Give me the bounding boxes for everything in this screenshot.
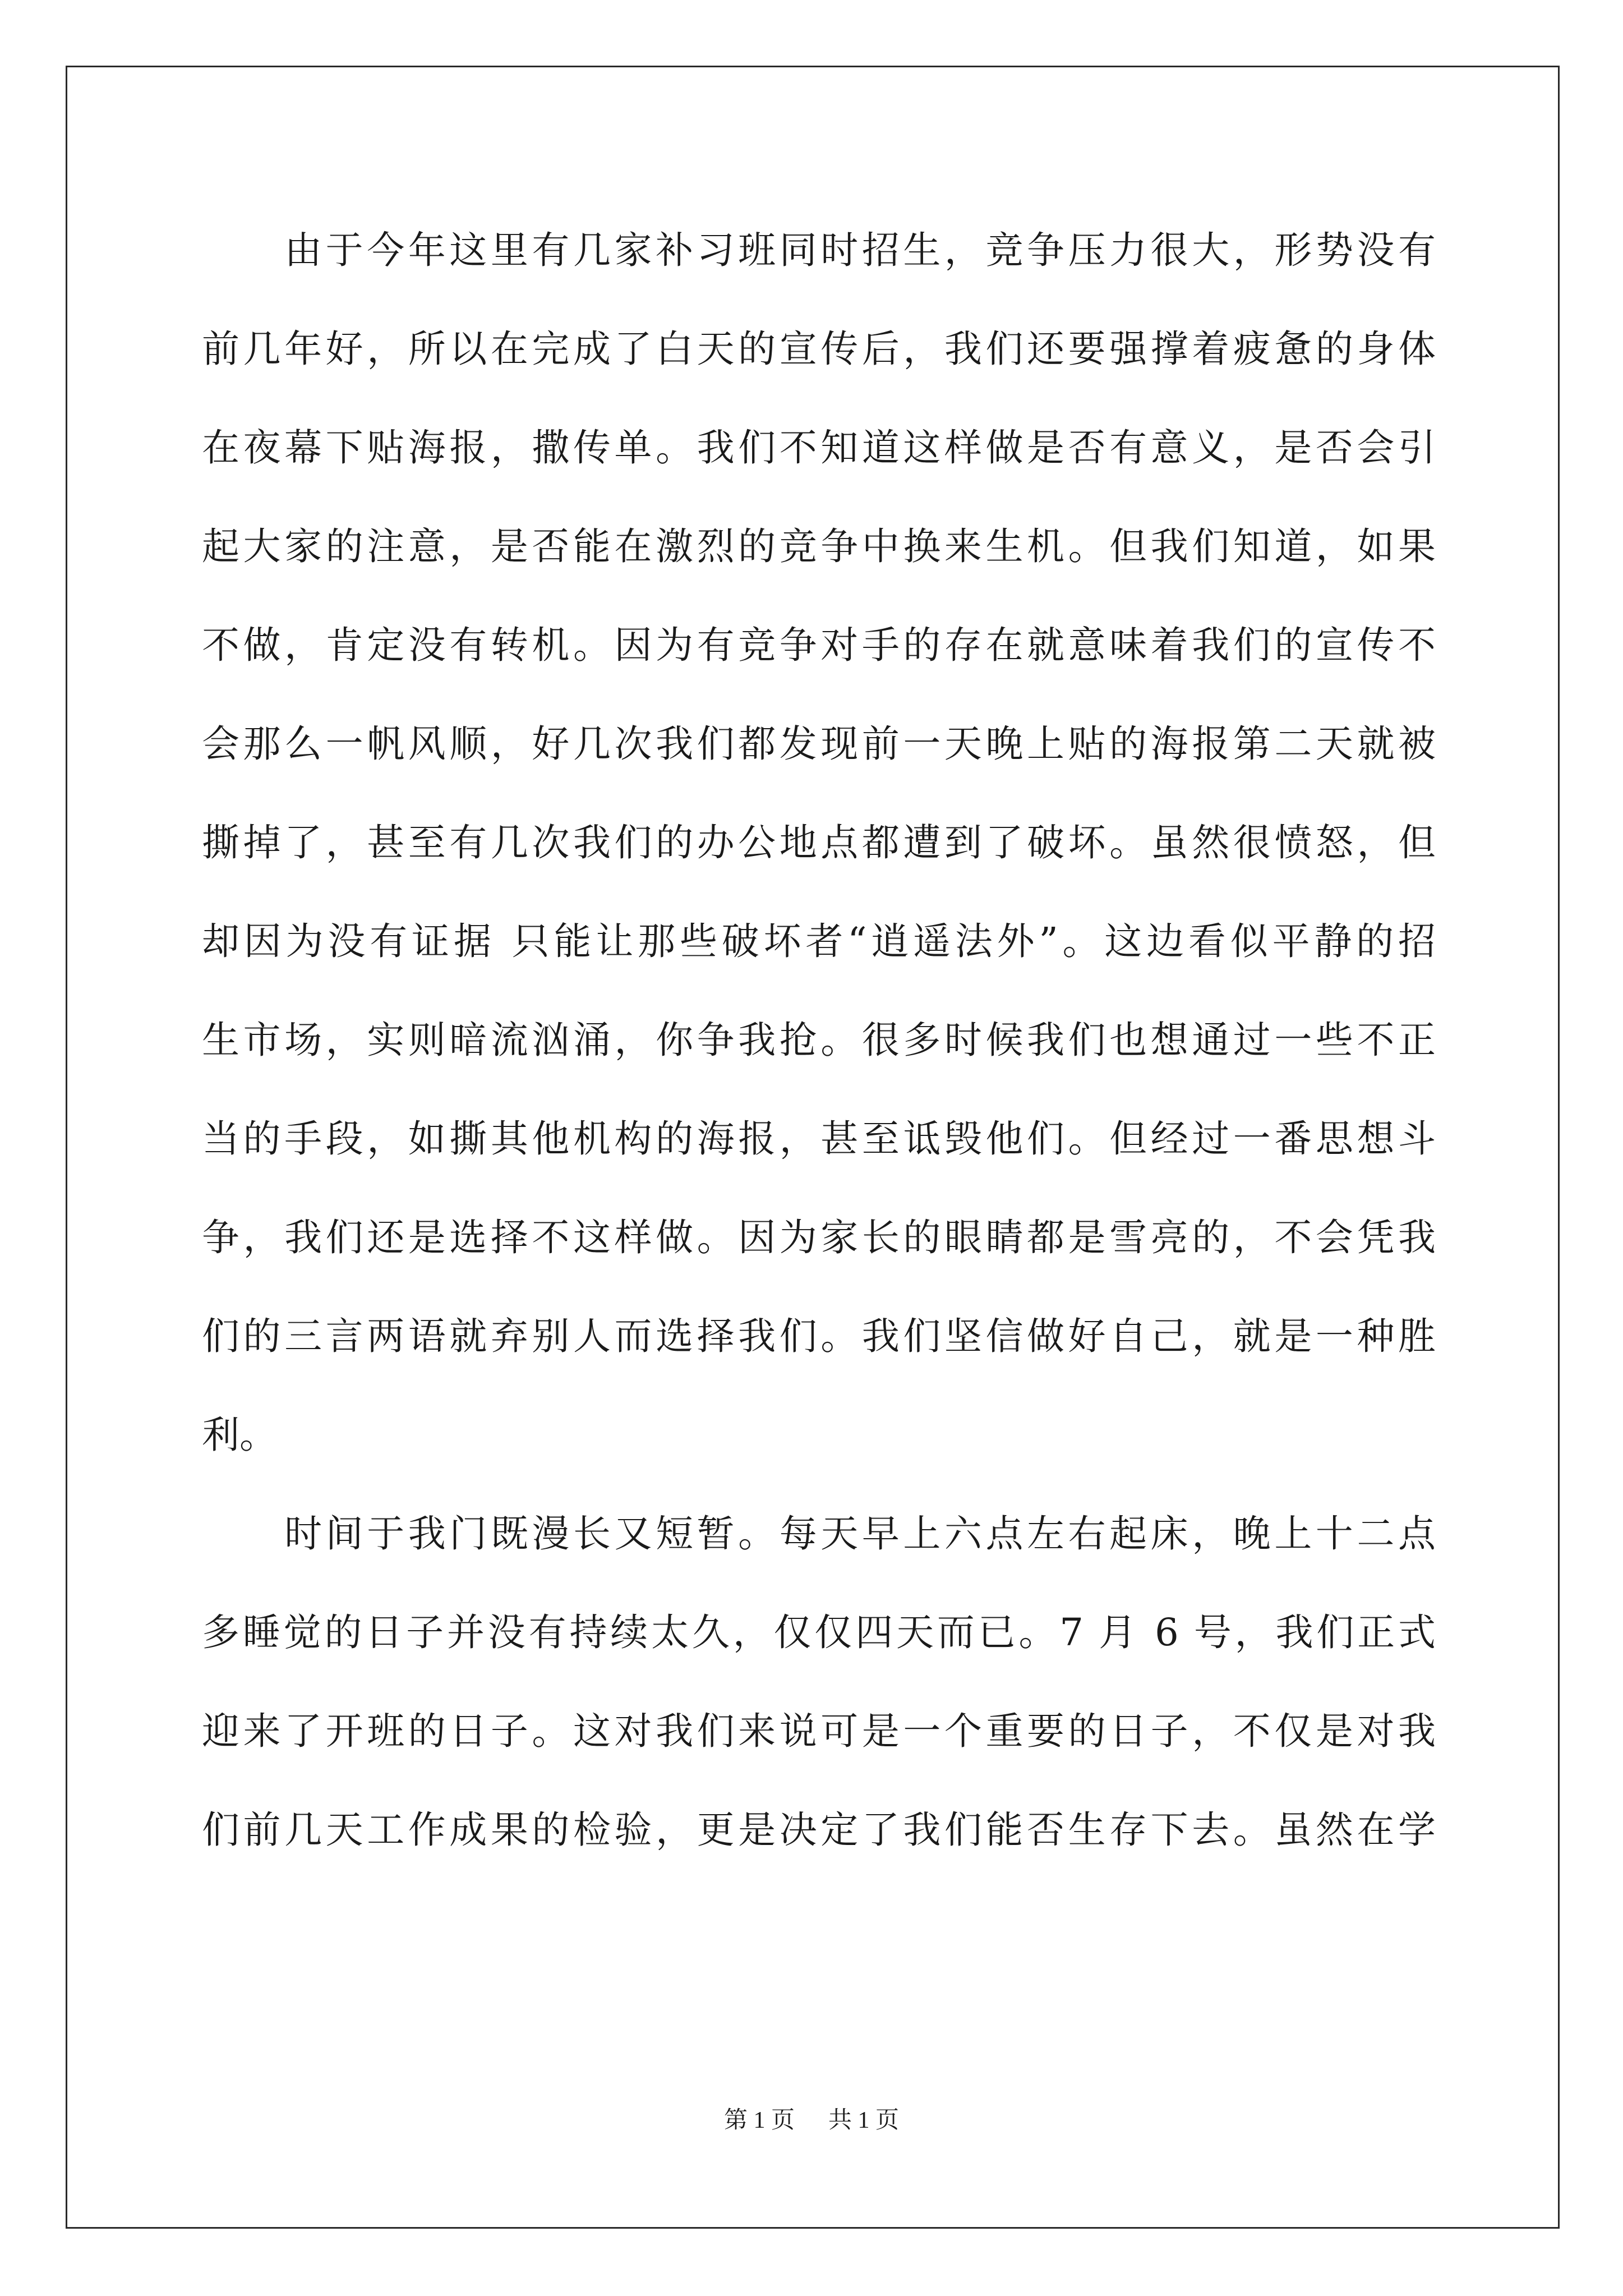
text-line: 们的三言两语就弃别人而选择我们。我们坚信做好自己，就是一种胜 — [202, 1314, 1436, 1358]
text-line: 不做，肯定没有转机。因为有竞争对手的存在就意味着我们的宣传不 — [202, 623, 1436, 667]
text-line: 时间于我门既漫长又短暂。每天早上六点左右起床，晚上十二点 — [202, 1512, 1436, 1556]
page-total: 共 1 页 — [828, 2108, 900, 2133]
text-line: 多睡觉的日子并没有持续太久，仅仅四天而已。7 月 6 号，我们正式 — [202, 1611, 1436, 1654]
text-line: 争，我们还是选择不这样做。因为家长的眼睛都是雪亮的，不会凭我 — [202, 1216, 1436, 1259]
text-line: 前几年好，所以在完成了白天的宣传后，我们还要强撑着疲惫的身体 — [202, 327, 1436, 371]
text-line: 会那么一帆风顺，好几次我们都发现前一天晚上贴的海报第二天就被 — [202, 722, 1436, 766]
text-line: 在夜幕下贴海报，撒传单。我们不知道这样做是否有意义，是否会引 — [202, 426, 1436, 470]
text-line: 由于今年这里有几家补习班同时招生，竞争压力很大，形势没有 — [202, 228, 1436, 272]
text-line: 迎来了开班的日子。这对我们来说可是一个重要的日子，不仅是对我 — [202, 1709, 1436, 1753]
page-number: 第 1 页 — [723, 2108, 795, 2133]
text-line: 撕掉了，甚至有几次我们的办公地点都遭到了破坏。虽然很愤怒，但 — [202, 821, 1436, 864]
text-line: 起大家的注意，是否能在激烈的竞争中换来生机。但我们知道，如果 — [202, 524, 1436, 568]
page-footer — [0, 2104, 1623, 2137]
text-line: 当的手段，如撕其他机构的海报，甚至诋毁他们。但经过一番思想斗 — [202, 1117, 1436, 1161]
text-line: 生市场，实则暗流汹涌，你争我抢。很多时候我们也想通过一些不正 — [202, 1018, 1436, 1062]
text-line: 们前几天工作成果的检验，更是决定了我们能否生存下去。虽然在学 — [202, 1808, 1436, 1852]
text-line: 利。 — [202, 1413, 277, 1457]
text-line: 却因为没有证据 只能让那些破坏者“逍遥法外”。这边看似平静的招 — [202, 919, 1436, 963]
